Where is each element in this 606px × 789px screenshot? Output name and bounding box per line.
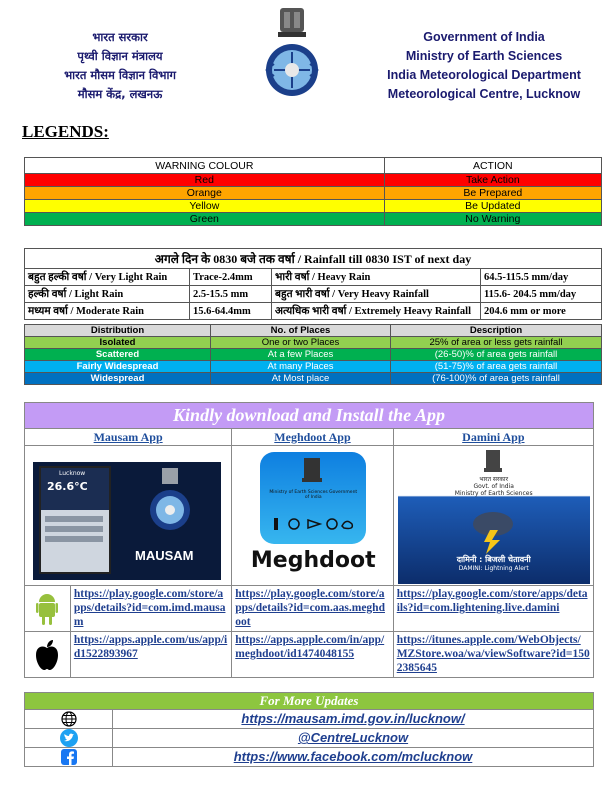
meghdoot-apple-link[interactable]: https://apps.apple.com/in/app/meghdoot/id1474048155 [232,632,393,677]
app-screenshot-row [25,445,593,585]
damini-en1: Govt. of India [473,483,514,490]
facebook-icon-cell [25,748,113,766]
warning-colour-header: WARNING COLOUR [25,158,385,174]
android-icon-cell [25,586,71,631]
warning-colour-table [24,157,602,226]
damini-apple-link[interactable]: https://itunes.apple.com/WebObjects/MZStore.woa/wa/viewSoftware?id=1502385645 [396,634,590,674]
mausam-brand: MAUSAM [135,548,194,563]
distribution-cell: Isolated [25,337,211,349]
app-name-meghdoot[interactable]: Meghdoot App [232,429,393,445]
mausam-temp: 26.6°C [47,480,88,493]
warning-action-cell: Take Action [384,174,601,187]
rain-range: 15.6-64.4mm [190,303,272,320]
rainfall-row [25,269,602,286]
places-cell: At many Places [211,361,391,373]
rain-category: मध्यम वर्षा / Moderate Rain [25,303,190,320]
rain-category: बहुत भारी वर्षा / Very Heavy Rainfall [272,286,481,303]
meghdoot-emblem-icon [300,458,324,488]
rain-range: 2.5-15.5 mm [190,286,272,303]
app-download-section [24,402,594,678]
distribution-row [25,337,602,349]
warning-colour-cell: Orange [25,187,385,200]
imd-emblem-logo [262,6,322,104]
distribution-cell: Fairly Widespread [25,361,211,373]
distribution-row [25,349,602,361]
globe-icon [61,711,77,727]
rainfall-row [25,303,602,320]
warning-colour-cell: Yellow [25,200,385,213]
damini-title: दामिनी : बिजली चेतावनी [456,555,531,564]
places-header: No. of Places [211,325,391,337]
rainfall-table [24,248,602,320]
warning-row [25,213,602,226]
mausam-city: Lucknow [59,470,86,477]
apple-links-row [25,631,593,677]
twitter-handle-link[interactable]: @CentreLucknow [297,730,409,745]
warning-action-cell: Be Prepared [384,187,601,200]
action-header: ACTION [384,158,601,174]
website-link[interactable]: https://mausam.imd.gov.in/lucknow/ [241,711,465,726]
distribution-table [24,324,602,385]
twitter-icon [60,729,78,747]
app-section-title: Kindly download and Install the App [25,403,593,428]
globe-icon-cell [25,710,113,728]
warning-row [25,174,602,187]
damini-hi: भारत सरकार [479,476,509,483]
updates-title: For More Updates [25,693,593,709]
header-hindi [40,28,200,104]
header-english-line: Meteorological Centre, Lucknow [387,87,581,101]
facebook-row [25,747,593,766]
warning-action-cell: Be Updated [384,200,601,213]
page-header [0,0,606,110]
header-hindi-line: भारत सरकार [92,30,148,44]
description-cell: (26-50)% of area gets rainfall [391,349,602,361]
app-name-damini[interactable]: Damini App [462,430,525,444]
android-icon [36,592,58,626]
header-english [374,28,594,104]
lightning-cloud-icon [468,504,518,554]
header-hindi-line: मौसम केंद्र, लखनऊ [77,87,163,101]
website-row [25,709,593,728]
twitter-icon-cell [25,729,113,747]
meghdoot-app-screenshot [232,446,393,585]
warning-row [25,200,602,213]
apple-icon-cell [25,632,71,677]
damini-android-link[interactable]: https://play.google.com/store/apps/details?id=com.lightening.live.damini [396,588,588,614]
facebook-icon [61,749,77,765]
distribution-row [25,373,602,385]
rain-category: हल्की वर्षा / Light Rain [25,286,190,303]
app-name-mausam[interactable]: Mausam App [25,429,232,445]
description-cell: (51-75)% of area gets rainfall [391,361,602,373]
mausam-logo-icon [145,468,195,534]
places-cell: At a few Places [211,349,391,361]
rain-category: अत्यधिक भारी वर्षा / Extremely Heavy Rainfall [272,303,481,320]
twitter-row [25,728,593,747]
description-cell: 25% of area or less gets rainfall [391,337,602,349]
apple-icon [34,639,60,671]
damini-en2: Ministry of Earth Sciences [454,490,533,497]
warning-colour-cell: Green [25,213,385,226]
header-english-line: India Meteorological Department [387,68,581,82]
mausam-app-screenshot [25,446,232,585]
meghdoot-ministry: Ministry of Earth Sciences Government of India [269,490,358,500]
distribution-row [25,361,602,373]
distribution-cell: Widespread [25,373,211,385]
rain-range: 64.5-115.5 mm/day [481,269,602,286]
header-hindi-line: पृथ्वी विज्ञान मंत्रालय [77,49,163,63]
rainfall-table-title: अगले दिन के 0830 बजे तक वर्षा / Rainfall till 0830 IST of next day [25,249,602,269]
header-english-line: Ministry of Earth Sciences [405,49,563,63]
rain-category: बहुत हल्की वर्षा / Very Light Rain [25,269,190,286]
damini-emblem-icon [478,450,508,476]
damini-subtitle: DAMINI: Lightning Alert [458,565,529,572]
mausam-android-link[interactable]: https://play.google.com/store/apps/details?id=com.imd.mausam [71,586,232,631]
description-cell: (76-100)% of area gets rainfall [391,373,602,385]
android-links-row [25,585,593,631]
rain-range: Trace-2.4mm [190,269,272,286]
meghdoot-brand: Meghdoot [250,548,376,573]
rainfall-row [25,286,602,303]
header-english-line: Government of India [423,30,545,44]
warning-row [25,187,602,200]
header-hindi-line: भारत मौसम विज्ञान विभाग [64,68,176,82]
description-header: Description [391,325,602,337]
places-cell: One or two Places [211,337,391,349]
rain-range: 204.6 mm or more [481,303,602,320]
legends-heading: LEGENDS: [22,122,109,141]
distribution-header: Distribution [25,325,211,337]
facebook-link[interactable]: https://www.facebook.com/mclucknow [233,749,473,764]
meghdoot-android-link[interactable]: https://play.google.com/store/apps/details?id=com.aas.meghdoot [232,586,393,631]
distribution-cell: Scattered [25,349,211,361]
rain-range: 115.6- 204.5 mm/day [481,286,602,303]
warning-colour-cell: Red [25,174,385,187]
rain-category: भारी वर्षा / Heavy Rain [272,269,481,286]
warning-action-cell: No Warning [384,213,601,226]
places-cell: At Most place [211,373,391,385]
meghdoot-weather-icons [272,516,356,532]
damini-app-screenshot [394,446,593,585]
app-name-row [25,428,593,445]
mausam-apple-link[interactable]: https://apps.apple.com/us/app/id1522893967 [71,632,232,677]
updates-section [24,692,594,767]
